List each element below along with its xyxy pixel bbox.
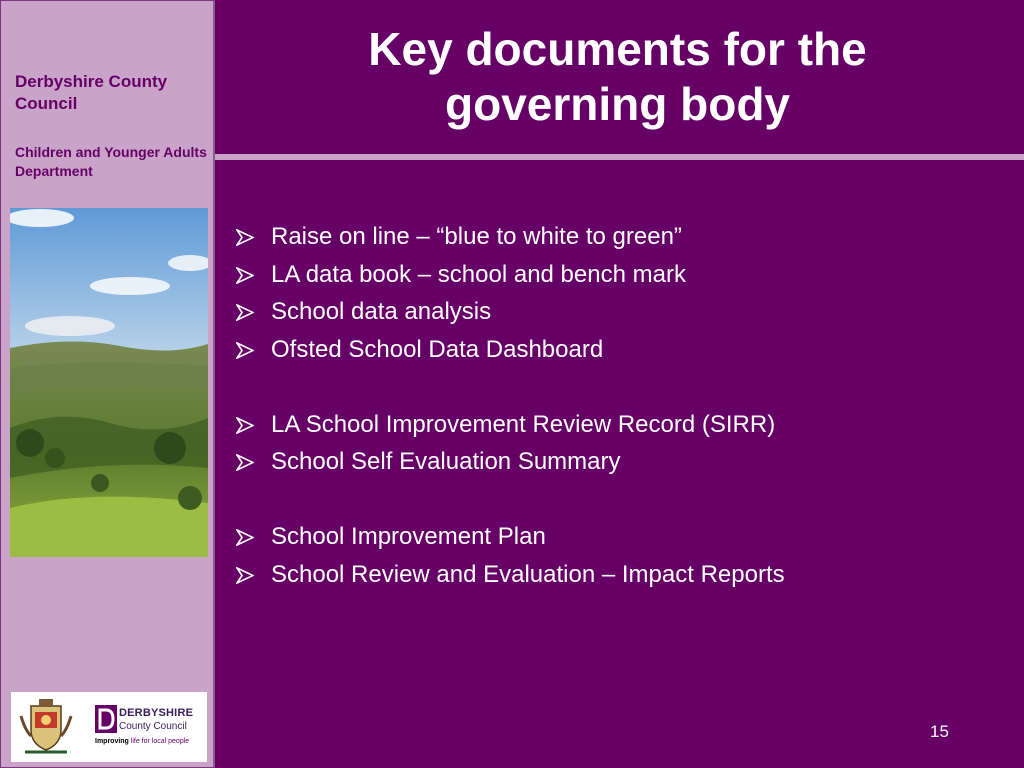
bullet-item [232, 518, 1012, 556]
bullet-item [232, 406, 1012, 444]
bullet-item [232, 256, 1012, 294]
bullet-text: School Review and Evaluation – Impact Reports [271, 560, 785, 588]
logo-tagline-rest: life for local people [128, 738, 190, 745]
bullet-item [232, 331, 1012, 369]
bullet-spacer [232, 481, 1012, 519]
bullet-text: LA data book – school and bench mark [271, 260, 686, 288]
landscape-photo [10, 208, 208, 557]
arrow-bullet-icon [236, 304, 254, 321]
bullet-text: Ofsted School Data Dashboard [271, 335, 604, 363]
logo-tagline [95, 738, 189, 745]
logo-title: DERBYSHIRE [119, 707, 194, 719]
bullet-item [232, 293, 1012, 331]
title-divider [215, 154, 1024, 160]
logo-tagline-strong: Improving [95, 738, 129, 745]
arrow-bullet-icon [236, 567, 254, 584]
coat-of-arms-icon [15, 696, 77, 758]
slide-title: Key documents for the governing body [368, 23, 867, 130]
arrow-bullet-icon [236, 229, 254, 246]
department-name: Children and Younger Adults Department [15, 144, 207, 179]
arrow-bullet-icon [236, 342, 254, 359]
arrow-bullet-icon [236, 529, 254, 546]
bullet-item [232, 218, 1012, 256]
bullet-text: School Improvement Plan [271, 523, 546, 550]
arrow-bullet-icon [236, 454, 254, 471]
logo-subtitle: County Council [119, 721, 187, 732]
sidebar [0, 0, 215, 768]
bullet-item [232, 556, 1012, 594]
bullet-text: Raise on line – “blue to white to green” [271, 223, 682, 250]
council-logo [11, 692, 207, 762]
org-name: Derbyshire County Council [15, 72, 168, 113]
bullet-text: School Self Evaluation Summary [271, 448, 621, 475]
bullet-text: School data analysis [271, 298, 492, 325]
arrow-bullet-icon [236, 417, 254, 434]
page-number: 15 [930, 722, 949, 741]
bullet-list [232, 218, 1012, 593]
bullet-text: LA School Improvement Review Record (SIRR) [271, 410, 776, 438]
bullet-spacer [232, 368, 1012, 406]
bullet-item [232, 443, 1012, 481]
arrow-bullet-icon [236, 267, 254, 284]
derbyshire-d-icon [95, 705, 117, 733]
title-area [215, 22, 1020, 132]
